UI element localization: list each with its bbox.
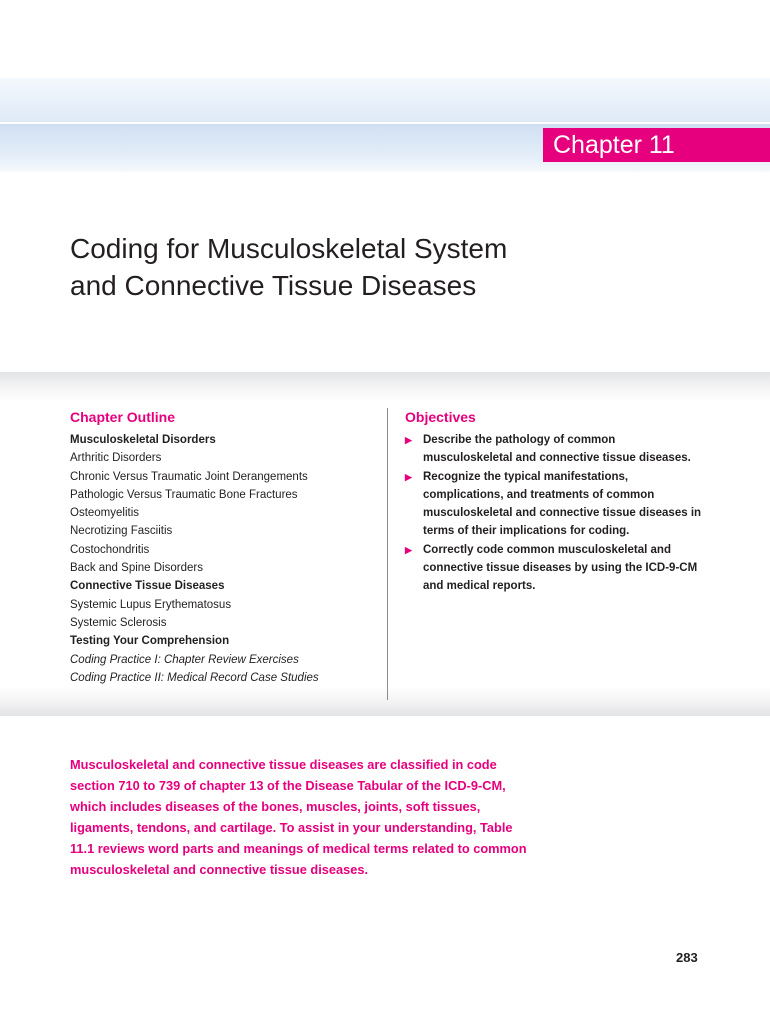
objective-text: Describe the pathology of common musculoskeletal and connective tissue diseases.	[423, 434, 691, 465]
outline-item: Testing Your Comprehension	[70, 635, 230, 648]
objective-item	[405, 541, 705, 596]
objectives-heading: Objectives	[405, 409, 476, 425]
bullet-arrow-icon: ▶	[405, 435, 412, 445]
chapter-title: Coding for Musculoskeletal System and Connective Tissue Diseases	[70, 233, 508, 301]
outline-item: Osteomyelitis	[70, 507, 140, 520]
objective-item	[405, 431, 705, 468]
outline-item: Coding Practice I: Chapter Review Exercises	[70, 653, 299, 666]
objectives-list	[405, 431, 705, 596]
outline-heading: Chapter Outline	[70, 409, 176, 425]
outline-item: Necrotizing Fasciitis	[70, 525, 173, 538]
objective-text: Recognize the typical manifestations, complications, and treatments of common musculoskeletal and connective tissue diseases in terms of their implications for coding.	[423, 470, 702, 538]
outline-item: Chronic Versus Traumatic Joint Derangements	[70, 470, 308, 483]
outline-item: Coding Practice II: Medical Record Case Studies	[70, 671, 319, 684]
chapter-label: Chapter 11	[543, 128, 770, 162]
objective-item	[405, 468, 705, 541]
intro-paragraph: Musculoskeletal and connective tissue diseases are classified in code section 710 to 739 of chapter 13 of the Disease Tabular of the ICD-9-CM, which includes diseases of the bones, muscles, joints, soft tissues, ligaments, tendons, and cartilage. To assist in your understanding, Table 11.1 reviews word parts and meanings of medical terms related to common musculoskeletal and connective tissue diseases.	[70, 757, 527, 877]
bullet-arrow-icon: ▶	[405, 544, 412, 555]
outline-item: Systemic Lupus Erythematosus	[70, 598, 232, 611]
column-divider	[387, 408, 388, 700]
outline-item: Costochondritis	[70, 543, 150, 556]
outline-list	[70, 431, 319, 687]
header-band-top	[0, 78, 770, 122]
outline-item: Back and Spine Disorders	[70, 562, 203, 575]
page-number: 283	[676, 950, 698, 965]
outline-item: Systemic Sclerosis	[70, 616, 167, 629]
outline-item: Pathologic Versus Traumatic Bone Fractures	[70, 488, 298, 501]
outline-item: Arthritic Disorders	[70, 452, 162, 465]
outline-item: Musculoskeletal Disorders	[70, 434, 216, 446]
outline-item: Connective Tissue Diseases	[70, 580, 225, 593]
bullet-arrow-icon: ▶	[405, 471, 412, 482]
objective-text: Correctly code common musculoskeletal and connective tissue diseases by using the ICD-9-CM and medical reports.	[423, 543, 698, 593]
